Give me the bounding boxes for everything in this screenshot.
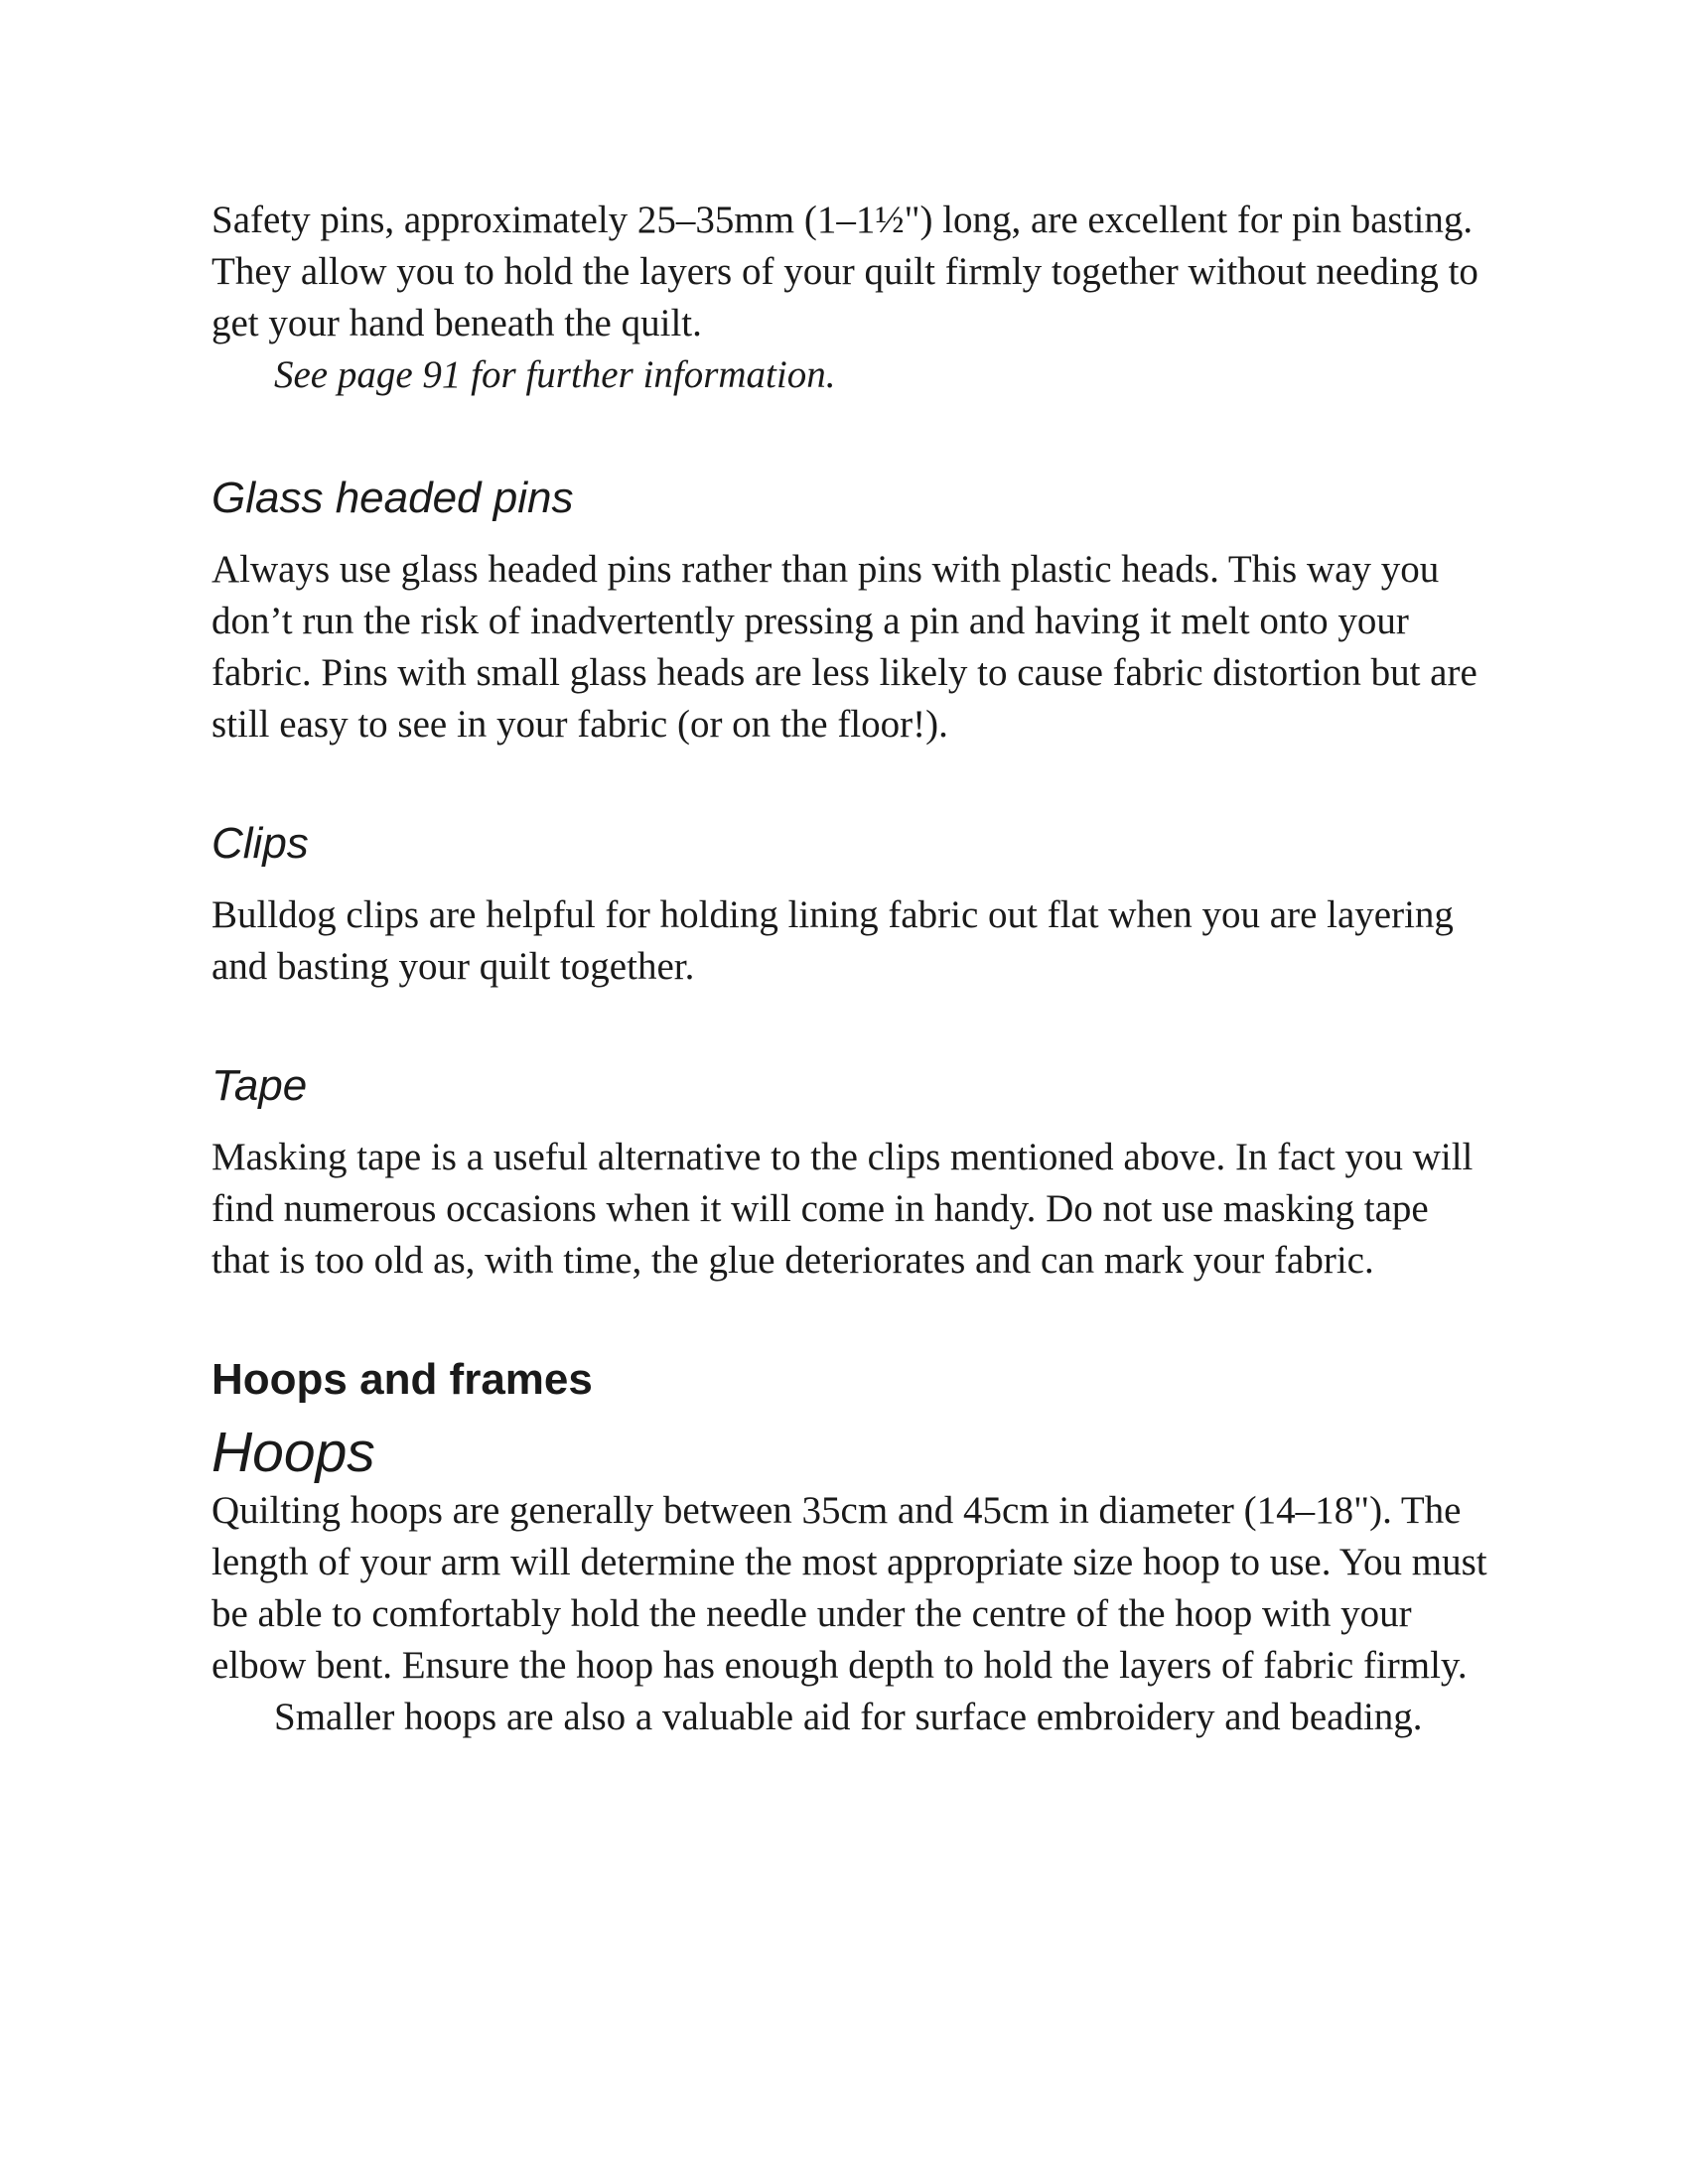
hoops-paragraph-1: Quilting hoops are generally between 35cm and 45cm in diameter (14–18"). The length of your arm will determine the most appropriate size hoop to use. You must be able to comfortably hold the needle under the centre of the hoop with your elbow bent. Ensure the hoop has enough depth to hold the layers of fabric firmly. [211, 1489, 1487, 1687]
tape-heading: Tape [211, 1061, 308, 1110]
spacer [211, 1112, 1492, 1132]
page-reference-note: See page 91 for further information. [274, 353, 836, 396]
spacer [211, 1406, 1492, 1420]
clips-heading: Clips [211, 819, 309, 868]
spacer [211, 401, 1492, 473]
safety-pins-paragraph: Safety pins, approximately 25–35mm (1–1½") long, are excellent for pin basting. They allow you to hold the layers of your quilt firmly together without needing to get your hand beneath the quilt. [211, 199, 1478, 344]
page-content [211, 195, 1492, 1743]
spacer [211, 1287, 1492, 1354]
tape-paragraph: Masking tape is a useful alternative to the clips mentioned above. In fact you will find numerous occasions when it will come in handy. Do not use masking tape that is too old as, with time, the glue deteriorates and can mark your fabric. [211, 1136, 1474, 1282]
spacer [211, 870, 1492, 889]
spacer [211, 524, 1492, 544]
hoops-and-frames-heading: Hoops and frames [211, 1355, 593, 1404]
spacer [211, 993, 1492, 1060]
glass-headed-pins-heading: Glass headed pins [211, 474, 574, 522]
hoops-paragraph-2: Smaller hoops are also a valuable aid for surface embroidery and beading. [274, 1696, 1423, 1738]
spacer [211, 751, 1492, 818]
hoops-heading: Hoops [211, 1421, 375, 1484]
glass-headed-pins-paragraph: Always use glass headed pins rather than pins with plastic heads. This way you don’t run the risk of inadvertently pressing a pin and having it melt onto your fabric. Pins with small glass heads are less likely to cause fabric distortion but are still easy to see in your fabric (or on the floor!). [211, 548, 1477, 746]
clips-paragraph: Bulldog clips are helpful for holding lining fabric out flat when you are layering and basting your quilt together. [211, 893, 1454, 988]
